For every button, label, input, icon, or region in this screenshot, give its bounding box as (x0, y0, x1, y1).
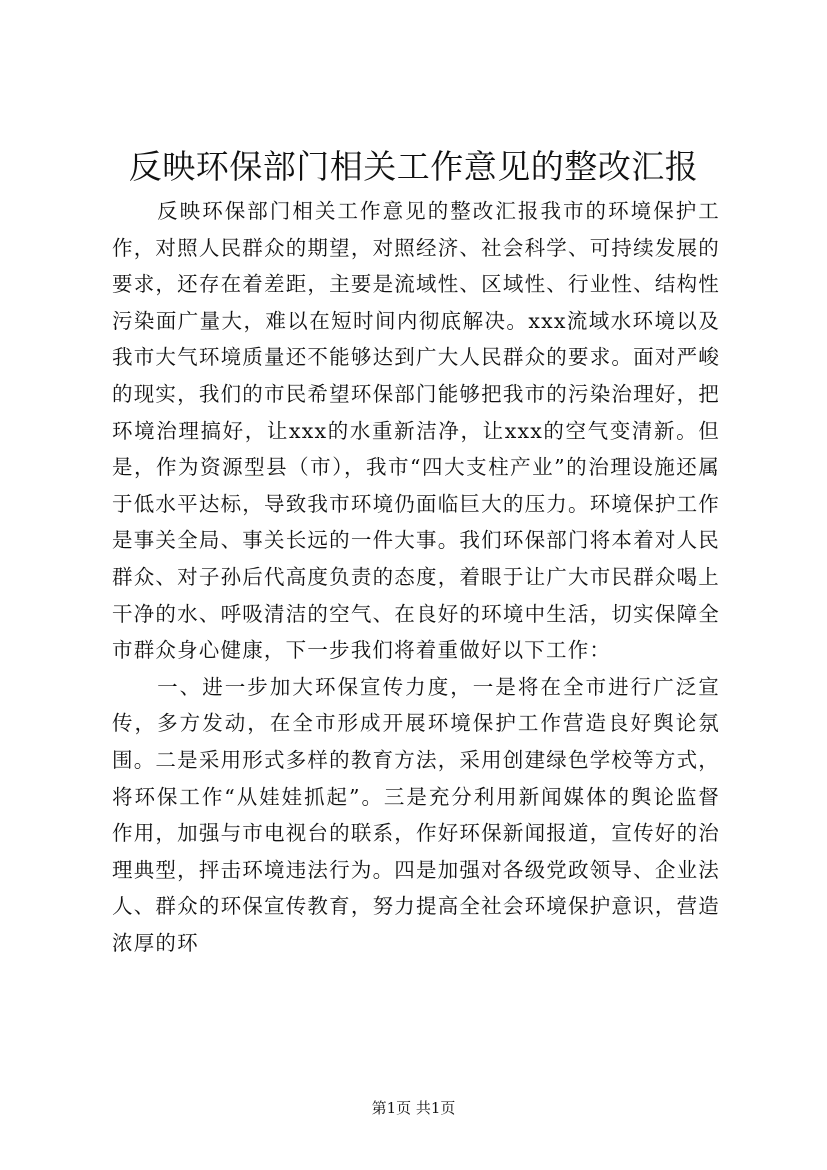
paragraph-2: 一、进一步加大环保宣传力度，一是将在全市进行广泛宣传，多方发动，在全市形成开展环境保护工作营造良好舆论氛围。二是采用形式多样的教育方法，采用创建绿色学校等方式，将环保工作“从娃娃抓起”。三是充分利用新闻媒体的舆论监督作用，加强与市电视台的联系，作好环保新闻报道，宣传好的治理典型，抨击环境违法行为。四是加强对各级党政领导、企业法人、群众的环保宣传教育，努力提高全社会环境保护意识，营造浓厚的环 (112, 674, 720, 955)
document-title: 反映环保部门相关工作意见的整改汇报 (128, 147, 699, 186)
document-body (112, 193, 720, 961)
page-footer: 第1页 共1页 (371, 1099, 456, 1117)
paragraph-1: 反映环保部门相关工作意见的整改汇报我市的环境保护工作，对照人民群众的期望，对照经济、社会科学、可持续发展的要求，还存在着差距，主要是流域性、区域性、行业性、结构性污染面广量大，难以在短时间内彻底解决。xxx流域水环境以及我市大气环境质量还不能够达到广大人民群众的要求。面对严峻的现实，我们的市民希望环保部门能够把我市的污染治理好，把环境治理搞好，让xxx的水重新洁净，让xxx的空气变清新。但是，作为资源型县（市），我市“四大支柱产业”的治理设施还属于低水平达标，导致我市环境仍面临巨大的压力。环境保护工作是事关全局、事关长远的一件大事。我们环保部门将本着对人民群众、对子孙后代高度负责的态度，着眼于让广大市民群众喝上干净的水、呼吸清洁的空气、在良好的环境中生活，切实保障全市群众身心健康，下一步我们将着重做好以下工作： (112, 199, 720, 663)
